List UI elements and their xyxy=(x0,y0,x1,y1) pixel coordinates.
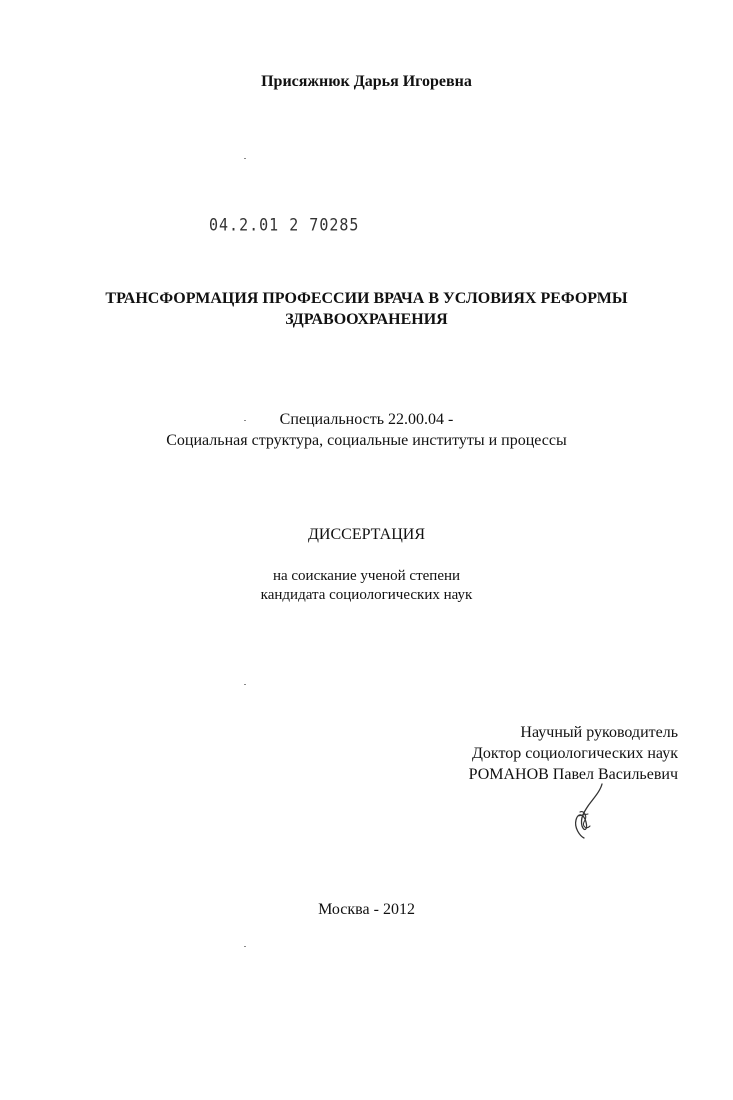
title-line-2: ЗДРАВООХРАНЕНИЯ xyxy=(285,311,448,328)
registry-number: 04.2.01 2 70285 xyxy=(209,214,360,236)
scan-speck xyxy=(244,158,246,159)
supervisor-name: РОМАНОВ Павел Васильевич xyxy=(468,766,678,783)
degree-block xyxy=(0,567,733,605)
degree-line-2: кандидата социологических наук xyxy=(260,587,473,603)
dissertation-title xyxy=(0,288,733,330)
document-type: ДИССЕРТАЦИЯ xyxy=(308,526,425,543)
supervisor-block xyxy=(469,722,678,785)
specialty-block xyxy=(0,409,733,451)
title-line-1: ТРАНСФОРМАЦИЯ ПРОФЕССИИ ВРАЧА В УСЛОВИЯХ РЕФОРМЫ xyxy=(105,290,628,307)
supervisor-title: Доктор социологических наук xyxy=(472,745,678,762)
specialty-name: Социальная структура, социальные институты и процессы xyxy=(166,432,567,449)
degree-line-1: на соискание ученой степени xyxy=(272,568,461,584)
scan-speck xyxy=(244,946,246,947)
handwritten-signature-icon xyxy=(562,782,622,842)
author-name: Присяжнюк Дарья Игоревна xyxy=(261,73,472,90)
city-year: Москва - 2012 xyxy=(318,901,415,918)
specialty-code: Специальность 22.00.04 - xyxy=(279,411,454,428)
scan-speck xyxy=(244,684,246,685)
supervisor-role: Научный руководитель xyxy=(520,724,678,741)
